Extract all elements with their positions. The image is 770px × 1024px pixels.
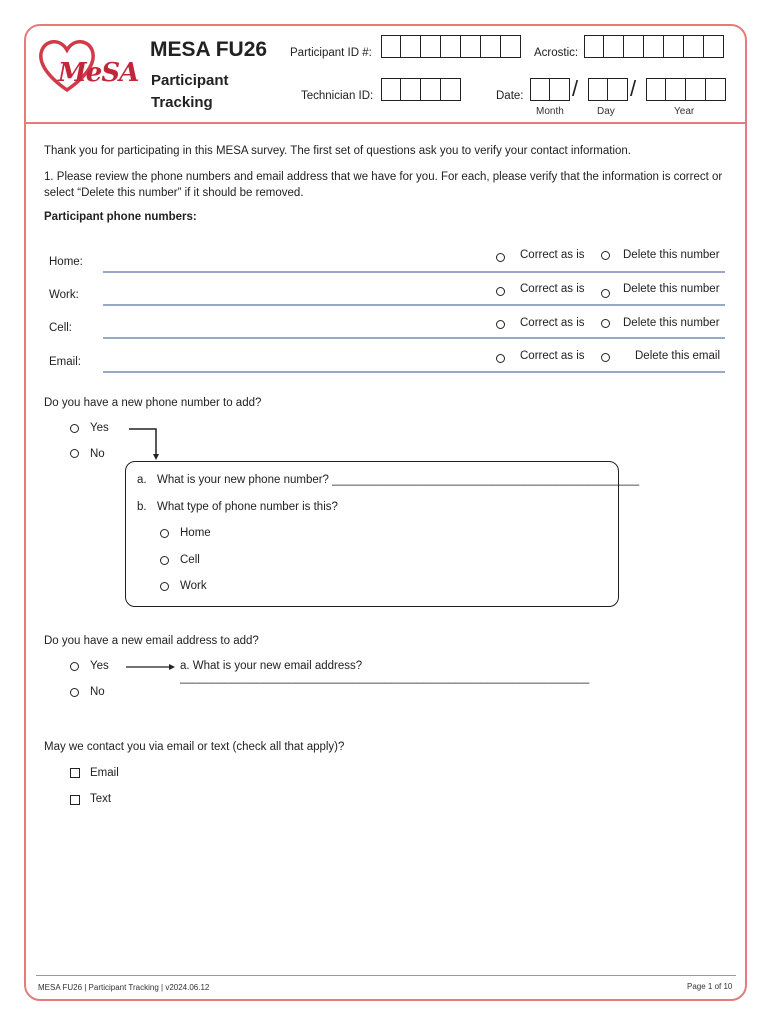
footer-divider xyxy=(36,975,736,976)
type-cell-label: Cell xyxy=(180,554,200,566)
acrostic-boxes[interactable] xyxy=(584,35,724,58)
q2-no-label: No xyxy=(90,448,105,460)
form-title: MESA FU26 xyxy=(150,38,268,61)
date-slash-1: / xyxy=(572,76,579,101)
type-home-radio[interactable] xyxy=(160,529,169,538)
row-underline xyxy=(103,271,725,273)
correct-radio[interactable] xyxy=(496,354,505,363)
mesa-logo-text: MeSA xyxy=(58,58,139,88)
correct-radio[interactable] xyxy=(496,320,505,329)
correct-radio[interactable] xyxy=(496,253,505,262)
date-month-boxes[interactable] xyxy=(530,78,570,101)
q3-yes-label: Yes xyxy=(90,660,109,672)
year-label: Year xyxy=(674,106,695,117)
month-label: Month xyxy=(536,106,564,117)
q2a-prefix: a. xyxy=(137,474,147,486)
row-underline xyxy=(103,337,725,339)
q3-no-radio[interactable] xyxy=(70,688,79,697)
row-underline xyxy=(103,304,725,306)
header-divider xyxy=(26,122,745,124)
correct-label: Correct as is xyxy=(520,350,585,362)
contact-text-checkbox[interactable] xyxy=(70,795,80,805)
q2a-text: What is your new phone number? ________________________________________________ xyxy=(157,474,640,486)
delete-label: Delete this number xyxy=(623,283,720,295)
contact-text-label: Text xyxy=(90,793,112,805)
acrostic-label: Acrostic: xyxy=(534,47,579,59)
type-cell-radio[interactable] xyxy=(160,556,169,565)
row-underline xyxy=(103,371,725,373)
contact-email-label: Email xyxy=(90,767,119,779)
technician-id-label: Technician ID: xyxy=(301,90,374,102)
type-work-label: Work xyxy=(180,580,207,592)
q2-yes-label: Yes xyxy=(90,422,109,434)
row-label: Cell: xyxy=(49,322,73,334)
row-label: Home: xyxy=(49,256,83,268)
correct-label: Correct as is xyxy=(520,249,585,261)
q3-no-label: No xyxy=(90,686,105,698)
participant-id-label: Participant ID #: xyxy=(290,47,372,59)
type-work-radio[interactable] xyxy=(160,582,169,591)
technician-id-boxes[interactable] xyxy=(381,78,461,101)
contact-email-checkbox[interactable] xyxy=(70,768,80,778)
participant-id-boxes[interactable] xyxy=(381,35,521,58)
delete-radio[interactable] xyxy=(601,289,610,298)
question-1-text: 1. Please review the phone numbers and email address that we have for you. For each, please verify that the information is correct or select “Delete this number” if it should be removed. xyxy=(44,171,723,199)
delete-label: Delete this email xyxy=(635,350,721,362)
q2b-text: What type of phone number is this? xyxy=(157,501,338,513)
date-day-boxes[interactable] xyxy=(588,78,628,101)
q2b-prefix: b. xyxy=(137,501,147,513)
delete-radio[interactable] xyxy=(601,251,610,260)
form-subtitle: Participant Tracking xyxy=(151,72,229,111)
type-home-label: Home xyxy=(180,527,211,539)
question-4-text: May we contact you via email or text (check all that apply)? xyxy=(44,741,345,753)
intro-text: Thank you for participating in this MESA survey. The first set of questions ask you to verify your contact information. xyxy=(44,145,631,157)
day-label: Day xyxy=(597,106,615,117)
q2-no-radio[interactable] xyxy=(70,449,79,458)
question-3-text: Do you have a new email address to add? xyxy=(44,635,259,647)
arrow-down-icon xyxy=(124,424,164,464)
correct-label: Correct as is xyxy=(520,317,585,329)
date-year-boxes[interactable] xyxy=(646,78,726,101)
page-number: Page 1 of 10 xyxy=(687,982,733,991)
arrow-right-icon xyxy=(125,661,177,673)
correct-radio[interactable] xyxy=(496,287,505,296)
date-slash-2: / xyxy=(630,76,637,101)
delete-radio[interactable] xyxy=(601,319,610,328)
q3-followup-text: a. What is your new email address? ________________________________________________________________ xyxy=(180,660,590,684)
delete-label: Delete this number xyxy=(623,317,720,329)
correct-label: Correct as is xyxy=(520,283,585,295)
phone-numbers-heading: Participant phone numbers: xyxy=(44,211,197,223)
q2-yes-radio[interactable] xyxy=(70,424,79,433)
date-label: Date: xyxy=(496,90,524,102)
question-2-text: Do you have a new phone number to add? xyxy=(44,397,262,409)
delete-radio[interactable] xyxy=(601,353,610,362)
q3-yes-radio[interactable] xyxy=(70,662,79,671)
footer-version: MESA FU26 | Participant Tracking | v2024.06.12 xyxy=(38,983,210,992)
delete-label: Delete this number xyxy=(623,249,720,261)
row-label: Email: xyxy=(49,356,81,368)
row-label: Work: xyxy=(49,289,79,301)
